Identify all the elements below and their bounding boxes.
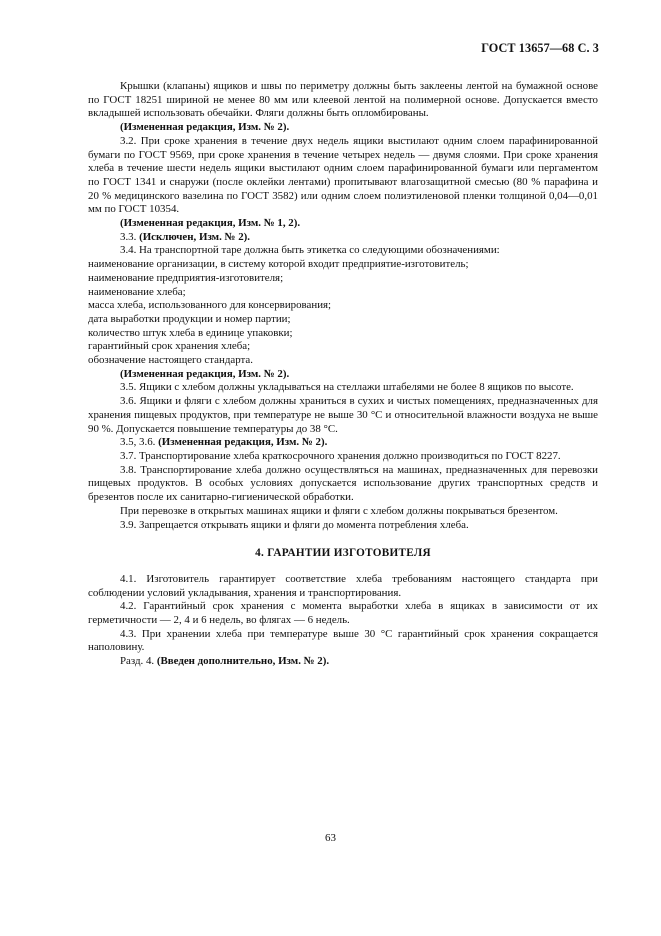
paragraph-text: обозначение настоящего стандарта. bbox=[88, 354, 253, 367]
amendment-note: (Измененная редакция, Изм. № 1, 2). bbox=[120, 217, 301, 230]
paragraph bbox=[88, 313, 598, 327]
paragraph bbox=[88, 340, 598, 354]
paragraph bbox=[88, 80, 598, 121]
paragraph bbox=[88, 258, 598, 272]
paragraph-text: дата выработки продукции и номер партии; bbox=[88, 312, 291, 325]
paragraph bbox=[88, 354, 598, 368]
paragraph-text: наименование хлеба; bbox=[88, 285, 186, 298]
page-header: ГОСТ 13657—68 С. 3 bbox=[481, 41, 599, 55]
paragraph-text: 3.4. На транспортной таре должна быть этикетка со следующими обозначениями: bbox=[120, 244, 500, 257]
paragraph-text: 4.3. При хранении хлеба при температуре выше 30 °С гарантийный срок хранения сокращается наполовину. bbox=[88, 627, 598, 654]
paragraph bbox=[88, 121, 598, 135]
section-4-title: 4. ГАРАНТИИ ИЗГОТОВИТЕЛЯ bbox=[255, 547, 431, 560]
amendment-note: (Измененная редакция, Изм. № 2). bbox=[120, 121, 290, 134]
paragraph bbox=[88, 368, 598, 382]
paragraph bbox=[88, 519, 598, 533]
document-body bbox=[88, 80, 598, 669]
paragraph bbox=[88, 299, 598, 313]
paragraph-text: 4.1. Изготовитель гарантирует соответствие хлеба требованиям настоящего стандарта при соблюдении условий укладывания, хранения и транспортирования. bbox=[88, 572, 598, 599]
paragraph bbox=[88, 231, 598, 245]
paragraph bbox=[88, 381, 598, 395]
paragraph-text: наименование организации, в систему которой входит предприятие-изготовитель; bbox=[88, 258, 469, 271]
paragraph-text: При перевозке в открытых машинах ящики и фляги с хлебом должны покрываться брезентом. bbox=[120, 504, 558, 517]
paragraph-text: 3.6. Ящики и фляги с хлебом должны храниться в сухих и чистых помещениях, предназначенных для хранения пищевых продуктов, при температуре не выше 30 °С и относительной влажности воздуха не выше 90 %. Допускается повышение температуры до 38 °С. bbox=[88, 395, 598, 435]
amendment-note: (Измененная редакция, Изм. № 2). bbox=[120, 367, 290, 380]
paragraph-text: 3.8. Транспортирование хлеба должно осуществляться на машинах, предназначенных для перевозки пищевых продуктов. В особых условиях допускается использование других транспортных средств и брезентов после их санитарно-гигиенической обработки. bbox=[88, 463, 598, 504]
amendment-note: (Измененная редакция, Изм. № 2). bbox=[158, 436, 328, 449]
paragraph bbox=[88, 327, 598, 341]
paragraph-text: Крышки (клапаны) ящиков и швы по периметру должны быть заклеены лентой на бумажной основе по ГОСТ 18251 шириной не менее 80 мм или клеевой лентой на полимерной основе. Допускается вместо вкладышей использовать обечайки. Фляги должны быть опломбированы. bbox=[88, 80, 598, 120]
paragraph bbox=[88, 655, 598, 669]
paragraph bbox=[88, 135, 598, 217]
paragraph-text: 3.9. Запрещается открывать ящики и фляги до момента потребления хлеба. bbox=[120, 518, 469, 531]
paragraph-text: масса хлеба, использованного для консервирования; bbox=[88, 299, 332, 312]
paragraph-text: 3.5. Ящики с хлебом должны укладываться на стеллажи штабелями не более 8 ящиков по высоте. bbox=[120, 381, 574, 394]
section-4-paragraphs bbox=[88, 573, 598, 669]
paragraph bbox=[88, 450, 598, 464]
paragraph bbox=[88, 628, 598, 655]
paragraph-text: 3.5, 3.6. bbox=[120, 436, 159, 449]
paragraph bbox=[88, 505, 598, 519]
paragraph-text: наименование предприятия-изготовителя; bbox=[88, 271, 284, 284]
paragraph bbox=[88, 286, 598, 300]
amendment-note: (Исключен, Изм. № 2). bbox=[139, 230, 250, 243]
paragraph-text: 3.3. bbox=[120, 230, 140, 243]
paragraph-text: количество штук хлеба в единице упаковки; bbox=[88, 326, 293, 339]
amendment-note: (Введен дополнительно, Изм. № 2). bbox=[156, 655, 330, 668]
paragraph bbox=[88, 395, 598, 436]
paragraph bbox=[88, 464, 598, 505]
paragraph-text: 3.7. Транспортирование хлеба краткосрочного хранения должно производиться по ГОСТ 8227. bbox=[120, 449, 561, 462]
page-number: 63 bbox=[325, 832, 336, 844]
paragraph bbox=[88, 272, 598, 286]
paragraph bbox=[88, 217, 598, 231]
section-3-paragraphs bbox=[88, 80, 598, 532]
paragraph bbox=[88, 573, 598, 600]
paragraph bbox=[88, 600, 598, 627]
paragraph bbox=[88, 436, 598, 450]
paragraph bbox=[88, 244, 598, 258]
paragraph-text: 4.2. Гарантийный срок хранения с момента выработки хлеба в ящиках в зависимости от их герметичности — 2, 4 и 6 недель, во флягах — 6 недель. bbox=[88, 600, 598, 627]
paragraph-text: гарантийный срок хранения хлеба; bbox=[88, 340, 251, 353]
paragraph-text: Разд. 4. bbox=[120, 655, 157, 668]
paragraph-text: 3.2. При сроке хранения в течение двух недель ящики выстилают одним слоем парафинированной бумаги по ГОСТ 9569, при сроке хранения в течение четырех недель — двумя слоями. При сроке хранения хлеба в течение шести недель ящики выстилают одним слоем парафинированной бумаги или пергаментом по ГОСТ 1341 и снаружи (после оклейки лентами) пропитывают влагозащитной смесью (80 % парафина и 20 % медицинского вазелина по ГОСТ 3582) или одним слоем полиэтиленовой пленки толщиной 0,04—0,01 мм по ГОСТ 10354. bbox=[88, 134, 598, 216]
